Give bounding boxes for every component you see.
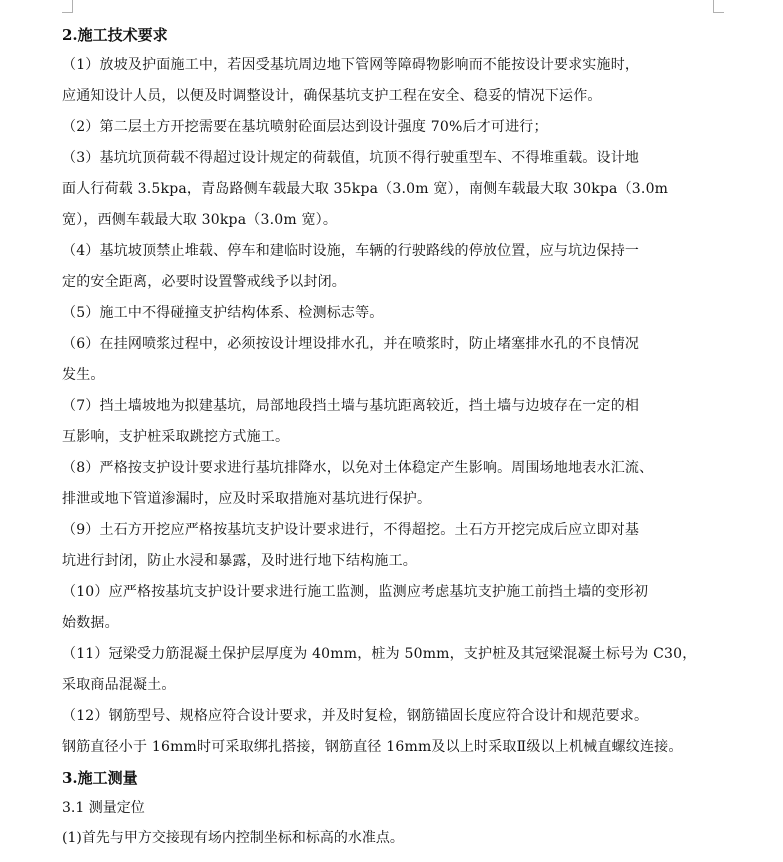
paragraph-item-9: （9）土石方开挖应严格按基坑支护设计要求进行，不得超挖。土石方开挖完成后应立即对基 坑进行封闭，防止水浸和暴露，及时进行地下结构施工。 xyxy=(62,522,640,569)
section-heading-construction-survey: 3.施工测量 xyxy=(62,769,138,787)
paragraph-item-12: （12）钢筋型号、规格应符合设计要求，并及时复检，钢筋锚固长度应符合设计和规范要求。 钢筋直径小于 16mm时可采取绑扎搭接，钢筋直径 16mm及以上时采取Ⅱ级以上机械直螺纹连接。 xyxy=(62,708,683,755)
paragraph-item-1: （1）放坡及护面施工中，若因受基坑周边地下管网等障碍物影响而不能按设计要求实施时， 应通知设计人员，以便及时调整设计，确保基坑支护工程在安全、稳妥的情况下运作。 xyxy=(62,57,640,104)
paragraph-item-3: （3）基坑坑顶荷载不得超过设计规定的荷载值，坑顶不得行驶重型车、不得堆重载。设计地 面人行荷载 3.5kpa，青岛路侧车载最大取 35kpa（3.0m 宽），南侧车载最大取 30kpa（3.0m 宽），西侧车载最大取 30kpa（3.0m 宽）。 xyxy=(62,150,669,228)
paragraph-item-8: （8）严格按支护设计要求进行基坑排降水，以免对土体稳定产生影响。周围场地地表水汇流、 排泄或地下管道渗漏时，应及时采取措施对基坑进行保护。 xyxy=(62,460,654,507)
paragraph-item-10: （10）应严格按基坑支护设计要求进行施工监测，监测应考虑基坑支护施工前挡土墙的变形初 始数据。 xyxy=(62,584,649,631)
document-page xyxy=(62,20,722,853)
subsection-heading-survey-positioning: 3.1 测量定位 xyxy=(62,800,145,816)
paragraph-survey-item-1: (1)首先与甲方交接现有场内控制坐标和标高的水准点。 xyxy=(62,830,404,846)
page-corner-mark-left xyxy=(62,0,73,13)
page-corner-mark-right xyxy=(713,0,724,13)
paragraph-item-6: （6）在挂网喷浆过程中，必须按设计埋设排水孔，并在喷浆时，防止堵塞排水孔的不良情况 发生。 xyxy=(62,336,640,383)
paragraph-item-7: （7）挡土墙坡地为拟建基坑，局部地段挡土墙与基坑距离较近，挡土墙与边坡存在一定的相 互影响，支护桩采取跳挖方式施工。 xyxy=(62,398,640,445)
section-heading-construction-requirements: 2.施工技术要求 xyxy=(62,26,168,44)
paragraph-item-5: （5）施工中不得碰撞支护结构体系、检测标志等。 xyxy=(62,305,384,321)
paragraph-item-2: （2）第二层土方开挖需要在基坑喷射砼面层达到设计强度 70%后才可进行； xyxy=(62,119,548,135)
paragraph-item-11: （11）冠梁受力筋混凝土保护层厚度为 40mm，桩为 50mm，支护桩及其冠梁混凝土标号为 C30， 采取商品混凝土。 xyxy=(62,646,697,693)
paragraph-item-4: （4）基坑坡顶禁止堆载、停车和建临时设施，车辆的行驶路线的停放位置，应与坑边保持一 定的安全距离，必要时设置警戒线予以封闭。 xyxy=(62,243,640,290)
